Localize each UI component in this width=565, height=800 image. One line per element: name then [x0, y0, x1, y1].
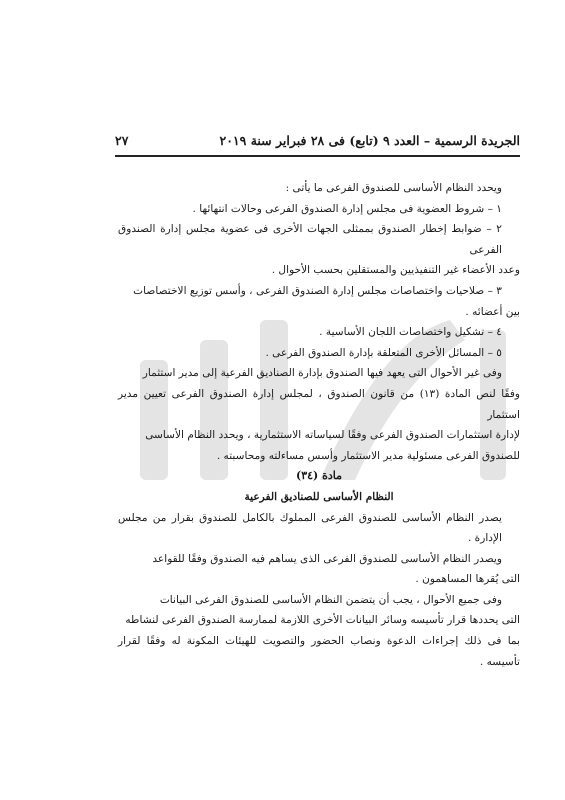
- article-title: النظام الأساسى للصناديق الفرعية: [244, 490, 394, 503]
- list-item-1: ١ – شروط العضوية فى مجلس إدارة الصندوق الفرعى وحالات انتهائها .: [192, 202, 502, 215]
- list-item-4: ٤ – تشكيل واختصاصات اللجان الأساسية .: [319, 326, 502, 339]
- paragraph-1-line-2: وفقًا لنص المادة (١٣) من قانون الصندوق ، لمجلس إدارة الصندوق الفرعى تعيين مدير استثمار: [118, 387, 521, 421]
- article-heading: مادة (٣٤): [296, 469, 342, 483]
- paragraph-2: يصدر النظام الأساسى للصندوق الفرعى المملوك بالكامل للصندوق بقرار من مجلس الإدارة .: [118, 511, 502, 545]
- list-item-5: ٥ – المسائل الأخرى المتعلقة بإدارة الصندوق الفرعى .: [265, 346, 502, 359]
- paragraph-1-line-3: لإدارة استثمارات الصندوق الفرعى وفقًا لسياساته الاستثمارية ، ويحدد النظام الأساسى: [145, 429, 520, 442]
- paragraph-4-line-2: التى يحددها قرار تأسيسه وسائر البيانات الأخرى اللازمة لممارسة الصندوق الفرعى لنشاطه: [125, 614, 520, 627]
- paragraph-3-line-1: ويصدر النظام الأساسى للصندوق الفرعى الذى يساهم فيه الصندوق وفقًا للقواعد: [152, 552, 502, 565]
- header-title: الجريدة الرسمية – العدد ٩ (تابع) فى ٢٨ فبراير سنة ٢٠١٩: [219, 132, 520, 148]
- header-divider: [115, 155, 520, 157]
- paragraph-intro: ويحدد النظام الأساسى للصندوق الفرعى ما يأتى :: [285, 182, 502, 194]
- document-body: [118, 178, 520, 672]
- list-item-3: ٣ – صلاحيات واختصاصات مجلس إدارة الصندوق الفرعى ، وأسس توزيع الاختصاصات: [133, 284, 502, 297]
- paragraph-1-line-4: للصندوق الفرعى مسئولية مدير الاستثمار وأسس مساءلته ومحاسبته .: [216, 449, 520, 462]
- paragraph-3-line-2: التى يُقرها المساهمون .: [415, 573, 520, 586]
- page-number: ٢٧: [115, 132, 129, 148]
- list-item-2-continued: وعدد الأعضاء غير التنفيذيين والمستقلين بحسب الأحوال .: [271, 264, 520, 277]
- list-item-2: ٢ – ضوابط إخطار الصندوق بممثلى الجهات الأخرى فى عضوية مجلس إدارة الصندوق الفرعى: [118, 223, 502, 256]
- paragraph-4-line-3: بما فى ذلك إجراءات الدعوة ونصاب الحضور والتصويت للهيئات المكونة له وفقًا لقرار تأسيسه .: [118, 635, 520, 668]
- page-header: [115, 131, 520, 149]
- paragraph-4-line-1: وفى جميع الأحوال ، يجب أن يتضمن النظام الأساسى للصندوق الفرعى البيانات: [159, 593, 502, 606]
- list-item-3-continued: بين أعضائه .: [465, 305, 520, 318]
- paragraph-1-line-1: وفى غير الأحوال التى يعهد فيها الصندوق بإدارة الصناديق الفرعية إلى مدير استثمار: [142, 367, 502, 380]
